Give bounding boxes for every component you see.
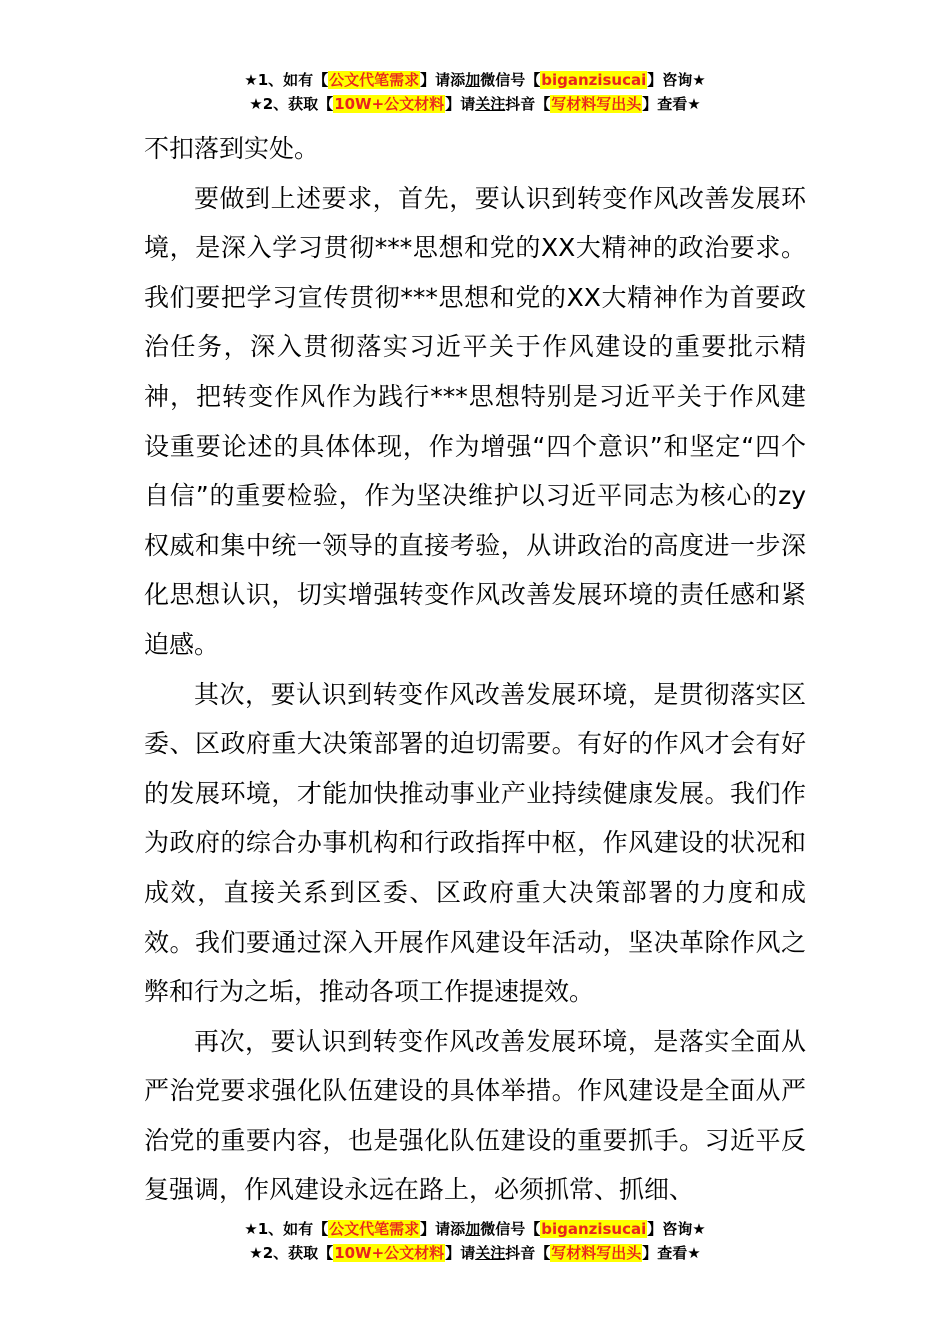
paragraph-third-point: 再次，要认识到转变作风改善发展环境，是落实全面从严治党要求强化队伍建设的具体举措。作风建设是全面从严治党的重要内容，也是强化队伍建设的重要抓手。习近平反复强调，作风建设永远在路上，必须抓常、抓细、 [144, 1026, 806, 1205]
banner-text: ★1、如有【 [244, 1220, 329, 1238]
banner-highlight: 公文代笔需求 [329, 71, 420, 89]
banner-underlined-text: 关注 [475, 1244, 506, 1262]
banner-underlined-text: 加 [465, 1220, 481, 1238]
banner-text: ★2、获取【 [249, 95, 334, 113]
banner-text: 】咨询★ [647, 1220, 706, 1238]
banner-text: 微信号【 [480, 1220, 541, 1238]
banner-line-1 [0, 68, 950, 92]
banner-text: 抖音【 [505, 95, 551, 113]
banner-highlight: biganzisucai [541, 71, 647, 89]
header-banner [0, 68, 950, 116]
banner-text: 】咨询★ [647, 71, 706, 89]
banner-highlight: 写材料写出头 [551, 95, 642, 113]
banner-text: 】请添 [420, 71, 466, 89]
banner-text: 】请 [445, 95, 476, 113]
banner-text: 】请添 [420, 1220, 466, 1238]
banner-text: 】请 [445, 1244, 476, 1262]
banner-underlined-text: 关注 [475, 95, 506, 113]
banner-line-2 [0, 92, 950, 116]
banner-highlight: 10W+公文材料 [334, 95, 445, 113]
banner-text: 】查看★ [642, 1244, 701, 1262]
banner-highlight: 公文代笔需求 [329, 1220, 420, 1238]
banner-text: 】查看★ [642, 95, 701, 113]
banner-line-2 [0, 1241, 950, 1265]
banner-highlight: 10W+公文材料 [334, 1244, 445, 1262]
banner-text: 微信号【 [480, 71, 541, 89]
paragraph-continuation: 不扣落到实处。 [144, 134, 320, 163]
banner-text: 抖音【 [505, 1244, 551, 1262]
banner-text: ★1、如有【 [244, 71, 329, 89]
paragraph-first-point: 要做到上述要求，首先，要认识到转变作风改善发展环境，是深入学习贯彻***思想和党的XX大精神的政治要求。我们要把学习宣传贯彻***思想和党的XX大精神作为首要政治任务，深入贯彻落实习近平关于作风建设的重要批示精神，把转变作风作为践行***思想特别是习近平关于作风建设重要论述的具体体现，作为增强“四个意识”和坚定“四个自信”的重要检验，作为坚决维护以习近平同志为核心的zy权威和集中统一领导的直接考验，从讲政治的高度进一步深化思想认识，切实增强转变作风改善发展环境的责任感和紧迫感。 [144, 183, 806, 659]
banner-highlight: 写材料写出头 [551, 1244, 642, 1262]
banner-underlined-text: 加 [465, 71, 481, 89]
banner-line-1 [0, 1217, 950, 1241]
document-body [144, 124, 806, 1215]
paragraph-second-point: 其次，要认识到转变作风改善发展环境，是贯彻落实区委、区政府重大决策部署的迫切需要。有好的作风才会有好的发展环境，才能加快推动事业产业持续健康发展。我们作为政府的综合办事机构和行政指挥中枢，作风建设的状况和成效，直接关系到区委、区政府重大决策部署的力度和成效。我们要通过深入开展作风建设年活动，坚决革除作风之弊和行为之垢，推动各项工作提速提效。 [144, 679, 806, 1007]
banner-text: ★2、获取【 [249, 1244, 334, 1262]
footer-banner [0, 1217, 950, 1265]
banner-highlight: biganzisucai [541, 1220, 647, 1238]
